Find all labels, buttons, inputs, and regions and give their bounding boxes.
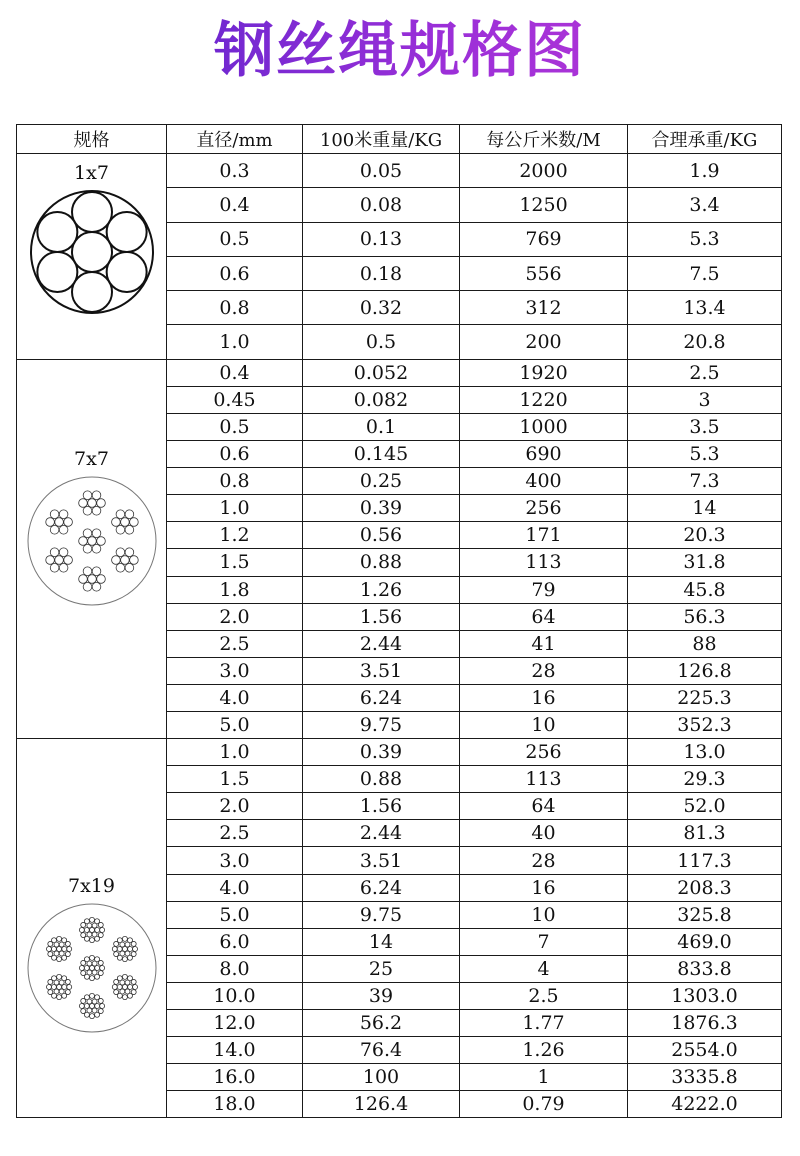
weight-per-100m-cell: 9.75 bbox=[303, 901, 460, 928]
weight-per-100m-cell: 0.56 bbox=[303, 522, 460, 549]
load-capacity-cell: 325.8 bbox=[628, 901, 782, 928]
meters-per-kg-cell: 200 bbox=[460, 325, 628, 359]
meters-per-kg-cell: 171 bbox=[460, 522, 628, 549]
load-capacity-cell: 3335.8 bbox=[628, 1064, 782, 1091]
cross-section-7x19-icon bbox=[25, 901, 159, 1035]
meters-per-kg-cell: 79 bbox=[460, 576, 628, 603]
table-row bbox=[17, 739, 782, 766]
load-capacity-cell: 20.3 bbox=[628, 522, 782, 549]
meters-per-kg-cell: 400 bbox=[460, 468, 628, 495]
weight-per-100m-cell: 0.18 bbox=[303, 256, 460, 290]
meters-per-kg-cell: 28 bbox=[460, 657, 628, 684]
diameter-cell: 3.0 bbox=[167, 847, 303, 874]
cross-section-1x7-icon bbox=[28, 188, 156, 316]
diameter-cell: 14.0 bbox=[167, 1037, 303, 1064]
load-capacity-cell: 2.5 bbox=[628, 359, 782, 386]
weight-per-100m-cell: 0.5 bbox=[303, 325, 460, 359]
weight-per-100m-cell: 100 bbox=[303, 1064, 460, 1091]
meters-per-kg-cell: 690 bbox=[460, 441, 628, 468]
meters-per-kg-cell: 1920 bbox=[460, 359, 628, 386]
diameter-cell: 0.6 bbox=[167, 256, 303, 290]
weight-per-100m-cell: 0.25 bbox=[303, 468, 460, 495]
meters-per-kg-cell: 556 bbox=[460, 256, 628, 290]
load-capacity-cell: 1876.3 bbox=[628, 1010, 782, 1037]
spec-label: 1x7 bbox=[74, 162, 109, 184]
weight-per-100m-cell: 0.39 bbox=[303, 739, 460, 766]
meters-per-kg-cell: 41 bbox=[460, 630, 628, 657]
diameter-cell: 2.0 bbox=[167, 793, 303, 820]
spec-cell-1x7 bbox=[17, 154, 167, 360]
meters-per-kg-cell: 0.79 bbox=[460, 1091, 628, 1118]
meters-per-kg-cell: 1000 bbox=[460, 413, 628, 440]
load-capacity-cell: 469.0 bbox=[628, 928, 782, 955]
table-body bbox=[17, 154, 782, 1118]
spec-cell-7x7 bbox=[17, 359, 167, 738]
weight-per-100m-cell: 3.51 bbox=[303, 847, 460, 874]
weight-per-100m-cell: 2.44 bbox=[303, 630, 460, 657]
load-capacity-cell: 7.3 bbox=[628, 468, 782, 495]
diameter-cell: 0.45 bbox=[167, 386, 303, 413]
load-capacity-cell: 20.8 bbox=[628, 325, 782, 359]
meters-per-kg-cell: 16 bbox=[460, 874, 628, 901]
weight-per-100m-cell: 1.26 bbox=[303, 576, 460, 603]
load-capacity-cell: 52.0 bbox=[628, 793, 782, 820]
diameter-cell: 2.0 bbox=[167, 603, 303, 630]
weight-per-100m-cell: 0.39 bbox=[303, 495, 460, 522]
diameter-cell: 2.5 bbox=[167, 630, 303, 657]
weight-per-100m-cell: 0.08 bbox=[303, 188, 460, 222]
load-capacity-cell: 352.3 bbox=[628, 712, 782, 739]
spec-label: 7x19 bbox=[68, 875, 115, 898]
meters-per-kg-cell: 113 bbox=[460, 766, 628, 793]
load-capacity-cell: 5.3 bbox=[628, 222, 782, 256]
diameter-cell: 0.4 bbox=[167, 359, 303, 386]
wire-rope-spec-table bbox=[16, 124, 782, 1118]
load-capacity-cell: 4222.0 bbox=[628, 1091, 782, 1118]
weight-per-100m-cell: 14 bbox=[303, 928, 460, 955]
diameter-cell: 0.5 bbox=[167, 413, 303, 440]
meters-per-kg-cell: 1220 bbox=[460, 386, 628, 413]
meters-per-kg-cell: 769 bbox=[460, 222, 628, 256]
load-capacity-cell: 225.3 bbox=[628, 684, 782, 711]
load-capacity-cell: 56.3 bbox=[628, 603, 782, 630]
header-row bbox=[17, 125, 782, 154]
load-capacity-cell: 14 bbox=[628, 495, 782, 522]
meters-per-kg-cell: 2.5 bbox=[460, 982, 628, 1009]
table-row bbox=[17, 359, 782, 386]
diameter-cell: 5.0 bbox=[167, 901, 303, 928]
load-capacity-cell: 208.3 bbox=[628, 874, 782, 901]
meters-per-kg-cell: 7 bbox=[460, 928, 628, 955]
meters-per-kg-cell: 64 bbox=[460, 603, 628, 630]
diameter-cell: 3.0 bbox=[167, 657, 303, 684]
header-diameter: 直径/mm bbox=[167, 125, 303, 154]
diameter-cell: 1.0 bbox=[167, 495, 303, 522]
table-row bbox=[17, 154, 782, 188]
diameter-cell: 1.0 bbox=[167, 739, 303, 766]
diameter-cell: 16.0 bbox=[167, 1064, 303, 1091]
diameter-cell: 0.4 bbox=[167, 188, 303, 222]
load-capacity-cell: 13.4 bbox=[628, 291, 782, 325]
load-capacity-cell: 833.8 bbox=[628, 955, 782, 982]
meters-per-kg-cell: 256 bbox=[460, 495, 628, 522]
meters-per-kg-cell: 1 bbox=[460, 1064, 628, 1091]
weight-per-100m-cell: 1.56 bbox=[303, 793, 460, 820]
weight-per-100m-cell: 6.24 bbox=[303, 874, 460, 901]
diameter-cell: 0.5 bbox=[167, 222, 303, 256]
weight-per-100m-cell: 6.24 bbox=[303, 684, 460, 711]
diameter-cell: 0.3 bbox=[167, 154, 303, 188]
meters-per-kg-cell: 40 bbox=[460, 820, 628, 847]
diameter-cell: 6.0 bbox=[167, 928, 303, 955]
meters-per-kg-cell: 2000 bbox=[460, 154, 628, 188]
diameter-cell: 4.0 bbox=[167, 684, 303, 711]
diameter-cell: 4.0 bbox=[167, 874, 303, 901]
weight-per-100m-cell: 0.082 bbox=[303, 386, 460, 413]
load-capacity-cell: 2554.0 bbox=[628, 1037, 782, 1064]
weight-per-100m-cell: 1.56 bbox=[303, 603, 460, 630]
diameter-cell: 5.0 bbox=[167, 712, 303, 739]
cross-section-7x7-icon bbox=[25, 474, 159, 608]
meters-per-kg-cell: 1.26 bbox=[460, 1037, 628, 1064]
load-capacity-cell: 3 bbox=[628, 386, 782, 413]
page-title: 钢丝绳规格图 bbox=[0, 6, 800, 96]
load-capacity-cell: 3.5 bbox=[628, 413, 782, 440]
weight-per-100m-cell: 126.4 bbox=[303, 1091, 460, 1118]
meters-per-kg-cell: 16 bbox=[460, 684, 628, 711]
diameter-cell: 1.2 bbox=[167, 522, 303, 549]
header-spec: 规格 bbox=[17, 125, 167, 154]
diameter-cell: 1.8 bbox=[167, 576, 303, 603]
meters-per-kg-cell: 10 bbox=[460, 901, 628, 928]
weight-per-100m-cell: 0.052 bbox=[303, 359, 460, 386]
meters-per-kg-cell: 10 bbox=[460, 712, 628, 739]
diameter-cell: 12.0 bbox=[167, 1010, 303, 1037]
weight-per-100m-cell: 9.75 bbox=[303, 712, 460, 739]
weight-per-100m-cell: 56.2 bbox=[303, 1010, 460, 1037]
load-capacity-cell: 88 bbox=[628, 630, 782, 657]
diameter-cell: 18.0 bbox=[167, 1091, 303, 1118]
weight-per-100m-cell: 0.32 bbox=[303, 291, 460, 325]
diameter-cell: 2.5 bbox=[167, 820, 303, 847]
meters-per-kg-cell: 113 bbox=[460, 549, 628, 576]
load-capacity-cell: 117.3 bbox=[628, 847, 782, 874]
diameter-cell: 0.6 bbox=[167, 441, 303, 468]
weight-per-100m-cell: 0.88 bbox=[303, 549, 460, 576]
load-capacity-cell: 31.8 bbox=[628, 549, 782, 576]
load-capacity-cell: 29.3 bbox=[628, 766, 782, 793]
diameter-cell: 1.5 bbox=[167, 549, 303, 576]
load-capacity-cell: 7.5 bbox=[628, 256, 782, 290]
meters-per-kg-cell: 312 bbox=[460, 291, 628, 325]
load-capacity-cell: 13.0 bbox=[628, 739, 782, 766]
diameter-cell: 0.8 bbox=[167, 468, 303, 495]
meters-per-kg-cell: 1250 bbox=[460, 188, 628, 222]
load-capacity-cell: 45.8 bbox=[628, 576, 782, 603]
meters-per-kg-cell: 1.77 bbox=[460, 1010, 628, 1037]
meters-per-kg-cell: 4 bbox=[460, 955, 628, 982]
weight-per-100m-cell: 2.44 bbox=[303, 820, 460, 847]
load-capacity-cell: 1303.0 bbox=[628, 982, 782, 1009]
load-capacity-cell: 3.4 bbox=[628, 188, 782, 222]
weight-per-100m-cell: 76.4 bbox=[303, 1037, 460, 1064]
spec-cell-7x19 bbox=[17, 739, 167, 1118]
diameter-cell: 1.0 bbox=[167, 325, 303, 359]
meters-per-kg-cell: 256 bbox=[460, 739, 628, 766]
header-weight-per-100m: 100米重量/KG bbox=[303, 125, 460, 154]
diameter-cell: 0.8 bbox=[167, 291, 303, 325]
weight-per-100m-cell: 0.145 bbox=[303, 441, 460, 468]
diameter-cell: 8.0 bbox=[167, 955, 303, 982]
weight-per-100m-cell: 25 bbox=[303, 955, 460, 982]
weight-per-100m-cell: 0.05 bbox=[303, 154, 460, 188]
load-capacity-cell: 81.3 bbox=[628, 820, 782, 847]
load-capacity-cell: 1.9 bbox=[628, 154, 782, 188]
weight-per-100m-cell: 0.88 bbox=[303, 766, 460, 793]
weight-per-100m-cell: 0.1 bbox=[303, 413, 460, 440]
weight-per-100m-cell: 3.51 bbox=[303, 657, 460, 684]
load-capacity-cell: 5.3 bbox=[628, 441, 782, 468]
header-load-capacity: 合理承重/KG bbox=[628, 125, 782, 154]
header-meters-per-kg: 每公斤米数/M bbox=[460, 125, 628, 154]
weight-per-100m-cell: 39 bbox=[303, 982, 460, 1009]
diameter-cell: 1.5 bbox=[167, 766, 303, 793]
spec-label: 7x7 bbox=[74, 447, 109, 470]
meters-per-kg-cell: 64 bbox=[460, 793, 628, 820]
load-capacity-cell: 126.8 bbox=[628, 657, 782, 684]
weight-per-100m-cell: 0.13 bbox=[303, 222, 460, 256]
diameter-cell: 10.0 bbox=[167, 982, 303, 1009]
meters-per-kg-cell: 28 bbox=[460, 847, 628, 874]
